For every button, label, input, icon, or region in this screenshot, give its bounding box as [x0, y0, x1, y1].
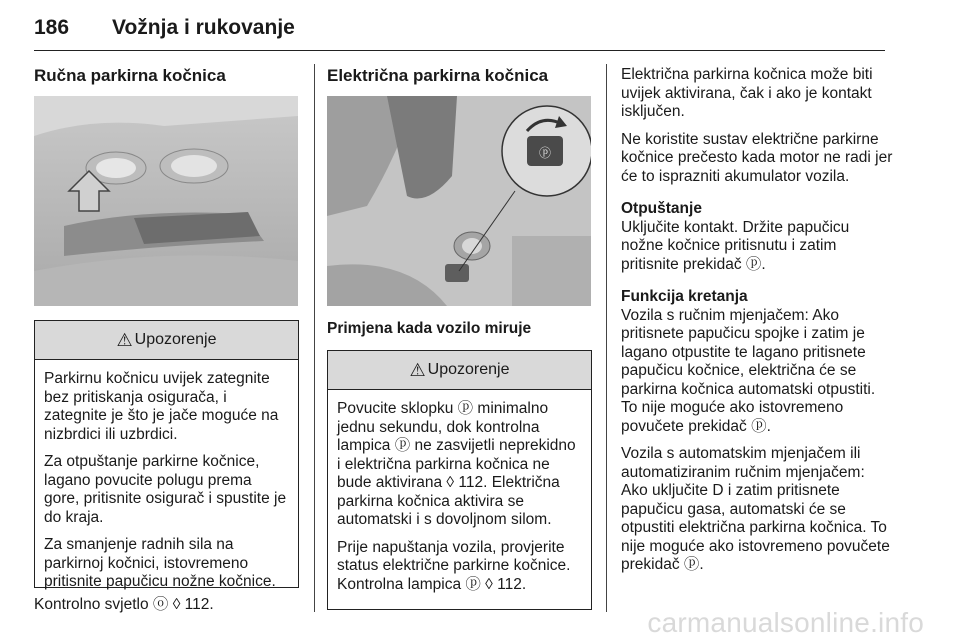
handbrake-photo [34, 96, 298, 306]
paragraph: Električna parkirna kočnica može biti uvijek aktivirana, čak i ako je kontakt isključen. [621, 66, 873, 120]
paragraph: Ne koristite sustav električne parkirne kočnice prečesto kada motor ne radi jer će to isprazniti akumulator vozila. [621, 130, 893, 185]
warning-header [35, 321, 298, 360]
column-divider-1 [314, 64, 315, 612]
page-number: 186 [34, 16, 70, 39]
right-column [621, 66, 893, 584]
svg-text:ⓟ: ⓟ [538, 146, 552, 160]
header-rule [34, 50, 885, 51]
warning-paragraph: Parkirnu kočnicu uvijek zategnite bez pritiskanja osigurača, i zategnite je što je jače moguće na nizbrdici ili uzbrdici. [44, 370, 279, 443]
paragraph: Vozila s ručnim mjenjačem: Ako pritisnete papučicu spojke i zatim je lagano otpustite te lagano pritisnete papučicu kočnice, električna će se parkirna kočnica automatski otpustiti. To nije moguće ako istovremeno povučete prekidač ⓟ. [621, 306, 876, 435]
warning-box-electric-brake [327, 350, 592, 610]
paragraph: Uključite kontakt. Držite papučicu nožne kočnice pritisnutu i zatim pritisnite prekidač ⓟ. [621, 218, 850, 273]
warning-header [328, 351, 591, 390]
warning-box-manual-brake [34, 320, 299, 588]
subheading-drive-away: Funkcija kretanja [621, 288, 748, 305]
photo-caption: Primjena kada vozilo miruje [327, 320, 532, 337]
warning-paragraph: Za smanjenje radnih sila na parkirnoj kočnici, istovremeno pritisnite papučicu nožne kočnice. [44, 536, 276, 590]
watermark: carmanualsonline.info [647, 607, 924, 638]
warning-title: Upozorenje [134, 331, 217, 348]
electric-brake-photo [327, 96, 591, 306]
warning-paragraph: Za otpuštanje parkirne kočnice, lagano povucite polugu prema gore, pritisnite osigurač i spustite je do kraja. [44, 453, 287, 526]
electric-brake-illustration [327, 96, 591, 306]
warning-title: Upozorenje [427, 361, 510, 378]
paragraph: Vozila s automatskim mjenjačem ili automatiziranim ručnim mjenjačem: Ako uključite D i zatim pritisnete papučicu gasa, automatski će se otpustiti električna parkirna kočnica. To nije moguće ako istovremeno povučete prekidač ⓟ. [621, 445, 890, 573]
warning-paragraph: Prije napuštanja vozila, provjerite status električne parkirne kočnice. Kontrolna lampica ⓟ ◊ 112. [337, 538, 571, 593]
column-divider-2 [606, 64, 607, 612]
subheading-release: Otpuštanje [621, 200, 702, 217]
warning-paragraph: Povucite sklopku ⓟ minimalno jednu sekundu, dok kontrolna lampica ⓟ ne zasvijetli neprekidno i električna parkirna kočnica ne bude aktivirana ◊ 112. Električna parkirna kočnica aktivira se automatski i s dovoljnom silom. [337, 400, 576, 528]
section-heading-electric-brake: Električna parkirna kočnica [327, 66, 549, 85]
control-light-reference: Kontrolno svjetlo ⓞ ◊ 112. [34, 596, 214, 613]
chapter-title: Vožnja i rukovanje [112, 16, 295, 39]
section-heading-manual-brake: Ručna parkirna kočnica [34, 66, 226, 85]
warning-triangle-icon: ⚠ [409, 359, 426, 380]
warning-triangle-icon: ⚠ [116, 329, 133, 350]
handbrake-illustration [34, 96, 298, 306]
